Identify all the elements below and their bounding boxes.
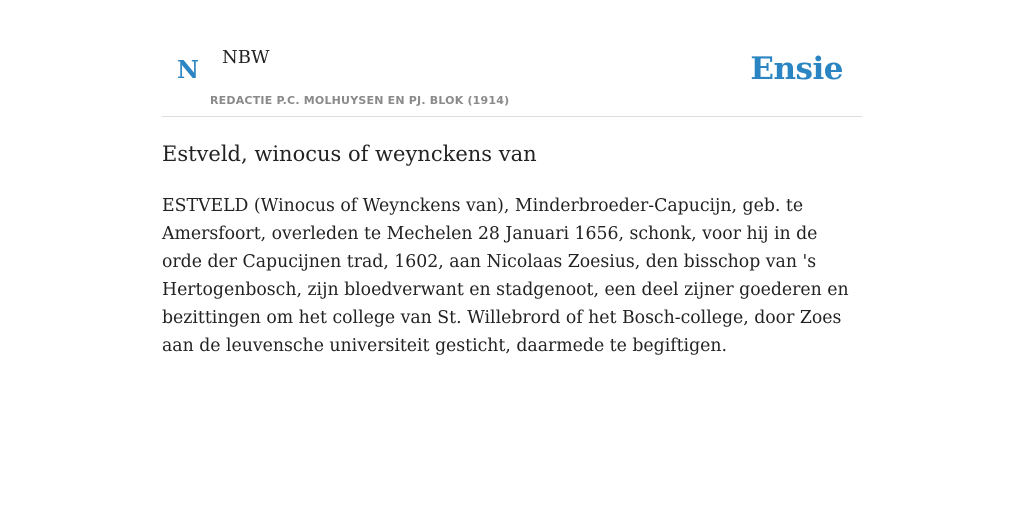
brand-logo[interactable]: Ensie	[750, 51, 843, 87]
article-title: Estveld, winocus of weynckens van	[162, 142, 537, 166]
source-logo[interactable]: N	[177, 55, 199, 84]
source-editors: REDACTIE P.C. MOLHUYSEN EN PJ. BLOK (1914)	[210, 94, 510, 107]
article-body: ESTVELD (Winocus of Weynckens van), Minderbroeder-Capucijn, geb. te Amersfoort, overleden te Mechelen 28 Januari 1656, schonk, voor hij in de orde der Capucijnen trad, 1602, aan Nicolaas Zoesius, den bisschop van 's Hertogenbosch, zijn bloedverwant en stadgenoot, een deel zijner goederen en bezittingen om het college van St. Willebrord of het Bosch-college, door Zoes aan de leuvensche universiteit gesticht, daarmede te begiftigen.	[162, 196, 849, 356]
source-name[interactable]: NBW	[222, 47, 270, 68]
source-header	[162, 0, 862, 117]
